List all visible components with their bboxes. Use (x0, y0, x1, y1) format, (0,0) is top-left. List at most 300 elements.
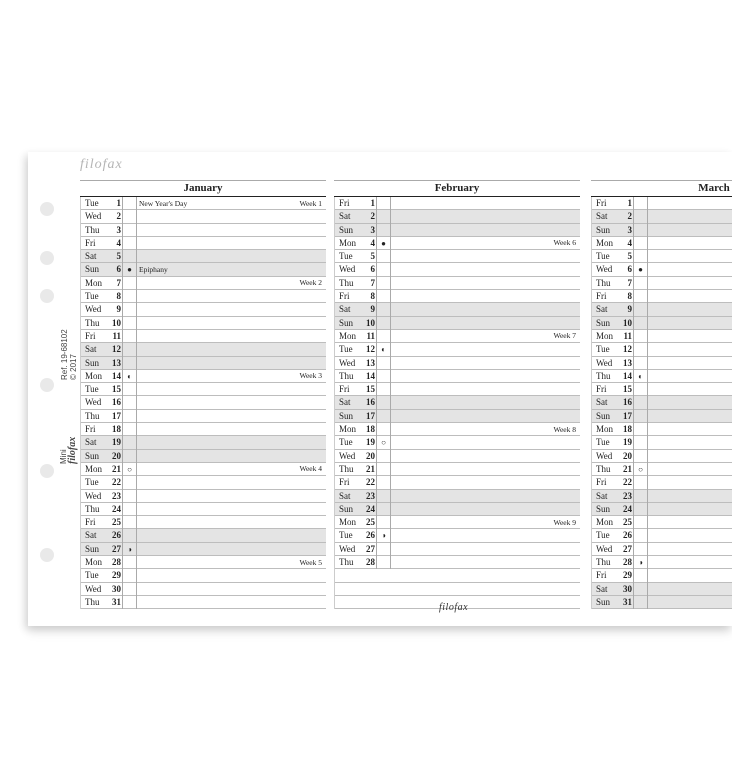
weekday-label: Fri (596, 291, 607, 302)
day-row (81, 197, 326, 210)
day-row (81, 383, 326, 396)
weekday-label: Sat (339, 304, 351, 315)
column-rule (136, 197, 137, 609)
weekday-label: Tue (85, 477, 99, 488)
day-rows (591, 197, 732, 609)
day-row (335, 396, 580, 409)
weekday-label: Sat (596, 397, 608, 408)
day-row (592, 396, 732, 409)
weekday-label: Tue (339, 530, 353, 541)
day-number: 6 (116, 264, 121, 275)
day-number: 18 (366, 424, 375, 435)
day-number: 24 (112, 503, 121, 514)
weekday-label: Fri (339, 291, 350, 302)
day-row (592, 569, 732, 582)
moon-phase-icon: ◑ (127, 544, 132, 554)
day-row (335, 383, 580, 396)
column-rule (376, 197, 377, 569)
punch-hole (40, 289, 54, 303)
weekday-label: Sun (596, 503, 611, 514)
empty-row (335, 583, 580, 596)
day-row (335, 317, 580, 330)
weekday-label: Thu (596, 463, 611, 474)
day-row (335, 210, 580, 223)
day-number: 28 (366, 557, 375, 568)
day-number: 25 (623, 517, 632, 528)
day-row (592, 583, 732, 596)
day-row (81, 503, 326, 516)
weekday-label: Sat (85, 344, 97, 355)
day-row (592, 529, 732, 542)
day-row (81, 263, 326, 276)
week-number: Week 6 (553, 238, 576, 248)
day-row (335, 543, 580, 556)
week-number: Week 3 (299, 371, 322, 381)
weekday-label: Tue (596, 437, 610, 448)
day-row (81, 410, 326, 423)
weekday-label: Wed (339, 357, 356, 368)
day-row (592, 423, 732, 436)
day-number: 31 (112, 596, 121, 607)
weekday-label: Fri (85, 330, 96, 341)
weekday-label: Fri (596, 198, 607, 208)
day-number: 28 (623, 557, 632, 568)
moon-phase-icon: ● (638, 265, 643, 275)
day-row (335, 529, 580, 542)
weekday-label: Mon (596, 237, 614, 248)
weekday-label: Sun (339, 503, 354, 514)
weekday-label: Tue (596, 251, 610, 262)
weekday-label: Tue (85, 291, 99, 302)
moon-phase-icon: ○ (381, 438, 386, 448)
day-number: 5 (627, 251, 632, 262)
moon-phase-icon: ◐ (127, 371, 132, 381)
day-row (81, 423, 326, 436)
day-number: 3 (116, 224, 121, 235)
weekday-label: Sun (85, 450, 100, 461)
weekday-label: Mon (85, 557, 103, 568)
day-number: 21 (623, 463, 632, 474)
day-number: 15 (623, 384, 632, 395)
day-number: 10 (623, 317, 632, 328)
weekday-label: Fri (596, 384, 607, 395)
weekday-label: Mon (85, 370, 103, 381)
day-number: 16 (623, 397, 632, 408)
day-number: 20 (366, 450, 375, 461)
holiday-label: Epiphany (139, 264, 168, 274)
day-row (335, 490, 580, 503)
week-number: Week 1 (299, 198, 322, 208)
day-number: 8 (627, 291, 632, 302)
day-number: 15 (112, 384, 121, 395)
day-row (81, 224, 326, 237)
day-row (592, 463, 732, 476)
day-row (81, 330, 326, 343)
reference-code (60, 329, 78, 380)
day-row (81, 596, 326, 609)
day-row (81, 277, 326, 290)
day-number: 22 (366, 477, 375, 488)
day-number: 4 (370, 237, 375, 248)
day-number: 14 (366, 370, 375, 381)
day-row (81, 357, 326, 370)
weekday-label: Sun (339, 317, 354, 328)
day-row (335, 370, 580, 383)
day-row (335, 290, 580, 303)
day-number: 1 (370, 198, 375, 208)
weekday-label: Thu (85, 596, 100, 607)
day-number: 17 (366, 410, 375, 421)
day-row (592, 516, 732, 529)
day-number: 1 (116, 198, 121, 208)
weekday-label: Thu (596, 370, 611, 381)
day-row (592, 383, 732, 396)
weekday-label: Fri (339, 384, 350, 395)
day-row (592, 410, 732, 423)
weekday-label: Wed (85, 397, 102, 408)
day-row (335, 263, 580, 276)
day-number: 7 (370, 277, 375, 288)
weekday-label: Mon (85, 277, 103, 288)
day-row (592, 596, 732, 609)
weekday-label: Thu (339, 370, 354, 381)
weekday-label: Mon (596, 517, 614, 528)
day-row (592, 330, 732, 343)
holiday-label: New Year's Day (139, 198, 188, 208)
weekday-label: Mon (339, 237, 357, 248)
weekday-label: Mon (339, 424, 357, 435)
day-row (335, 197, 580, 210)
weekday-label: Sun (596, 410, 611, 421)
day-row (81, 317, 326, 330)
day-row (592, 370, 732, 383)
weekday-label: Sun (85, 543, 100, 554)
day-row (592, 263, 732, 276)
day-number: 18 (623, 424, 632, 435)
weekday-label: Sun (596, 596, 611, 607)
day-row (335, 303, 580, 316)
ref-number: Ref. 19-68102 (60, 329, 69, 380)
day-number: 26 (623, 530, 632, 541)
weekday-label: Sat (596, 304, 608, 315)
day-number: 25 (366, 517, 375, 528)
moon-phase-icon: ◑ (381, 531, 386, 541)
punch-hole (40, 251, 54, 265)
weekday-label: Fri (339, 198, 350, 208)
weekday-label: Mon (339, 517, 357, 528)
day-number: 23 (623, 490, 632, 501)
day-number: 20 (112, 450, 121, 461)
week-number: Week 5 (299, 557, 322, 567)
weekday-label: Wed (85, 304, 102, 315)
day-number: 20 (623, 450, 632, 461)
brand-logo-side: filofax (67, 436, 78, 464)
moon-phase-icon: ○ (638, 464, 643, 474)
month-title: March (591, 180, 732, 197)
weekday-label: Tue (85, 198, 99, 208)
day-number: 25 (112, 517, 121, 528)
weekday-label: Sun (339, 410, 354, 421)
weekday-label: Thu (339, 463, 354, 474)
week-number: Week 4 (299, 464, 322, 474)
day-row (335, 423, 580, 436)
month-title: February (334, 180, 580, 197)
weekday-label: Thu (339, 277, 354, 288)
day-row (592, 277, 732, 290)
day-row (81, 583, 326, 596)
brand-logo-top: filofax (80, 157, 123, 172)
weekday-label: Tue (596, 344, 610, 355)
day-row (335, 330, 580, 343)
moon-phase-icon: ◐ (381, 345, 386, 355)
day-number: 3 (370, 224, 375, 235)
empty-row (335, 569, 580, 582)
day-number: 8 (370, 291, 375, 302)
weekday-label: Fri (85, 517, 96, 528)
weekday-label: Fri (596, 570, 607, 581)
day-number: 12 (366, 344, 375, 355)
weekday-label: Sat (85, 251, 97, 262)
day-row (81, 463, 326, 476)
weekday-label: Tue (339, 437, 353, 448)
month-title: January (80, 180, 326, 197)
day-number: 2 (627, 211, 632, 222)
weekday-label: Tue (339, 251, 353, 262)
day-row (592, 197, 732, 210)
day-number: 19 (112, 437, 121, 448)
day-number: 16 (366, 397, 375, 408)
day-row (81, 516, 326, 529)
day-number: 15 (366, 384, 375, 395)
weekday-label: Wed (339, 450, 356, 461)
weekday-label: Sat (596, 490, 608, 501)
day-row (592, 250, 732, 263)
day-number: 13 (366, 357, 375, 368)
week-number: Week 2 (299, 278, 322, 288)
weekday-label: Fri (596, 477, 607, 488)
day-number: 17 (623, 410, 632, 421)
day-number: 22 (623, 477, 632, 488)
day-number: 13 (623, 357, 632, 368)
weekday-label: Wed (596, 543, 613, 554)
day-number: 9 (370, 304, 375, 315)
day-row (335, 410, 580, 423)
day-row (81, 556, 326, 569)
week-number: Week 7 (553, 331, 576, 341)
day-number: 7 (116, 277, 121, 288)
column-rule (390, 197, 391, 569)
weekday-label: Tue (85, 384, 99, 395)
day-row (592, 476, 732, 489)
weekday-label: Fri (85, 424, 96, 435)
day-row (335, 556, 580, 569)
day-number: 31 (623, 596, 632, 607)
day-number: 11 (112, 330, 121, 341)
day-number: 7 (627, 277, 632, 288)
day-row (592, 357, 732, 370)
day-row (592, 490, 732, 503)
day-rows (80, 197, 326, 609)
weekday-label: Tue (339, 344, 353, 355)
weekday-label: Wed (339, 264, 356, 275)
day-row (592, 210, 732, 223)
day-number: 19 (623, 437, 632, 448)
day-number: 1 (627, 198, 632, 208)
day-row (81, 250, 326, 263)
day-row (81, 490, 326, 503)
moon-phase-icon: ● (127, 265, 132, 275)
day-row (81, 210, 326, 223)
day-number: 8 (116, 291, 121, 302)
day-row (335, 436, 580, 449)
weekday-label: Sat (339, 397, 351, 408)
weekday-label: Sun (85, 357, 100, 368)
day-row (592, 237, 732, 250)
day-number: 16 (112, 397, 121, 408)
weekday-label: Mon (85, 463, 103, 474)
moon-phase-icon: ○ (127, 464, 132, 474)
moon-phase-icon: ● (381, 238, 386, 248)
weekday-label: Sun (596, 317, 611, 328)
punch-hole (40, 548, 54, 562)
weekday-label: Wed (596, 357, 613, 368)
column-rule (633, 197, 634, 609)
punch-hole (40, 202, 54, 216)
day-row (81, 436, 326, 449)
weekday-label: Fri (85, 237, 96, 248)
weekday-label: Sat (85, 437, 97, 448)
weekday-label: Sun (85, 264, 100, 275)
weekday-label: Thu (85, 224, 100, 235)
day-number: 11 (366, 330, 375, 341)
weekday-label: Wed (85, 490, 102, 501)
day-row (592, 543, 732, 556)
size-label (59, 437, 77, 464)
day-row (335, 237, 580, 250)
day-row (335, 503, 580, 516)
month-column-february (334, 180, 580, 609)
day-number: 18 (112, 424, 121, 435)
day-rows (334, 197, 580, 609)
month-column-march (591, 180, 732, 609)
day-row (81, 290, 326, 303)
column-rule (122, 197, 123, 609)
weekday-label: Wed (596, 264, 613, 275)
day-number: 4 (627, 237, 632, 248)
day-row (81, 303, 326, 316)
day-row (335, 250, 580, 263)
day-number: 14 (623, 370, 632, 381)
day-number: 10 (112, 317, 121, 328)
weekday-label: Sun (339, 224, 354, 235)
day-row (81, 343, 326, 356)
weekday-label: Mon (339, 330, 357, 341)
moon-phase-icon: ◐ (638, 371, 643, 381)
day-row (592, 303, 732, 316)
punch-hole (40, 464, 54, 478)
day-row (335, 450, 580, 463)
day-number: 13 (112, 357, 121, 368)
weekday-label: Thu (596, 557, 611, 568)
week-number: Week 8 (553, 424, 576, 434)
weekday-label: Sat (596, 211, 608, 222)
day-number: 26 (366, 530, 375, 541)
day-number: 10 (366, 317, 375, 328)
weekday-label: Thu (596, 277, 611, 288)
day-number: 28 (112, 557, 121, 568)
weekday-label: Sun (596, 224, 611, 235)
day-number: 2 (116, 211, 121, 222)
day-row (335, 277, 580, 290)
day-row (335, 516, 580, 529)
day-number: 19 (366, 437, 375, 448)
day-number: 6 (370, 264, 375, 275)
day-number: 27 (366, 543, 375, 554)
day-number: 3 (627, 224, 632, 235)
weekday-label: Tue (596, 530, 610, 541)
day-number: 6 (627, 264, 632, 275)
weekday-label: Thu (85, 503, 100, 514)
day-row (335, 343, 580, 356)
day-number: 9 (627, 304, 632, 315)
weekday-label: Wed (85, 211, 102, 222)
day-number: 14 (112, 370, 121, 381)
day-number: 17 (112, 410, 121, 421)
weekday-label: Sat (85, 530, 97, 541)
day-number: 4 (116, 237, 121, 248)
size-text: Mini (59, 449, 68, 464)
day-row (592, 450, 732, 463)
day-row (592, 317, 732, 330)
day-row (592, 556, 732, 569)
day-number: 29 (112, 570, 121, 581)
day-number: 5 (370, 251, 375, 262)
day-number: 24 (366, 503, 375, 514)
month-column-january (80, 180, 326, 609)
day-row (592, 503, 732, 516)
day-number: 24 (623, 503, 632, 514)
day-number: 5 (116, 251, 121, 262)
weekday-label: Thu (85, 410, 100, 421)
day-row (81, 569, 326, 582)
weekday-label: Fri (339, 477, 350, 488)
weekday-label: Thu (339, 557, 354, 568)
weekday-label: Mon (596, 424, 614, 435)
day-row (81, 543, 326, 556)
day-row (592, 290, 732, 303)
day-number: 21 (112, 463, 121, 474)
day-number: 30 (623, 583, 632, 594)
day-row (81, 396, 326, 409)
day-number: 23 (112, 490, 121, 501)
day-row (81, 450, 326, 463)
copyright: © 2017 (69, 354, 78, 380)
day-row (335, 357, 580, 370)
weekday-label: Sat (596, 583, 608, 594)
brand-logo-bottom: filofax (439, 602, 469, 613)
day-row (592, 224, 732, 237)
day-row (81, 529, 326, 542)
day-row (592, 343, 732, 356)
diary-page (28, 152, 732, 626)
column-rule (647, 197, 648, 609)
weekday-label: Tue (85, 570, 99, 581)
day-number: 27 (623, 543, 632, 554)
day-row (335, 476, 580, 489)
weekday-label: Sat (339, 211, 351, 222)
weekday-label: Mon (596, 330, 614, 341)
day-row (81, 476, 326, 489)
